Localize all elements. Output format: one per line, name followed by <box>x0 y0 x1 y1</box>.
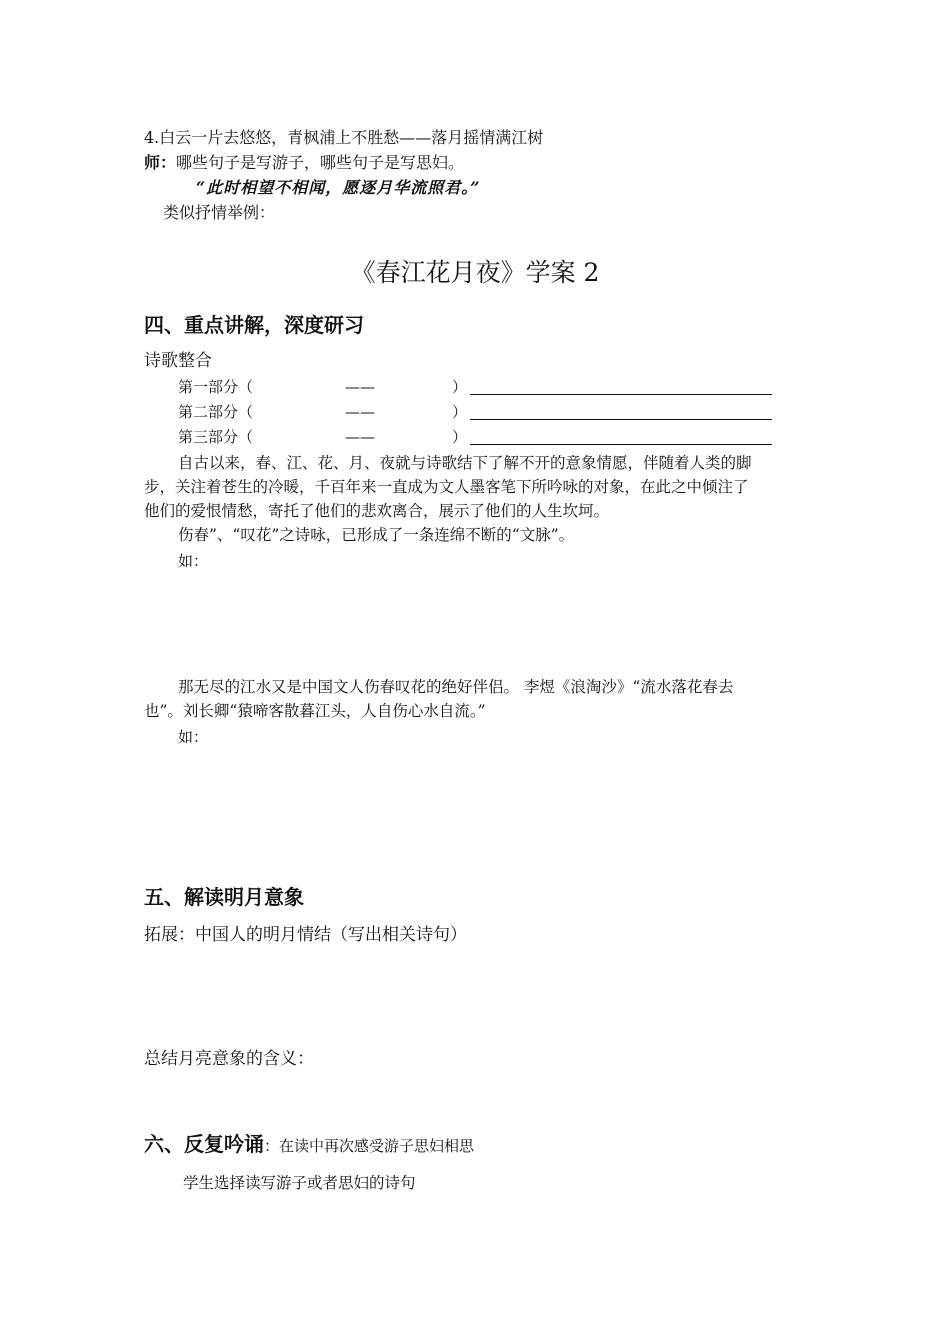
document-title: 《春江花月夜》学案 2 <box>350 258 600 287</box>
summary-prompt: 总结月亮意象的含义： <box>144 1049 314 1069</box>
part-dash: —— <box>345 403 375 421</box>
paragraph-2: 伤春”、“叹花”之诗咏，已形成了一条连绵不断的“文脉”。 <box>178 526 575 544</box>
section-4-heading: 四、重点讲解，深度研习 <box>144 313 364 337</box>
paragraph-1-line-3: 他们的爱恨情愁，寄托了他们的悲欢离合，展示了他们的人生坎坷。 <box>144 502 610 520</box>
part-close: ） <box>452 378 468 396</box>
teacher-label: 师： <box>144 153 177 172</box>
part-dash: —— <box>345 378 375 396</box>
paragraph-1-line-1: 自古以来，春、江、花、月、夜就与诗歌结下了解不开的意象情愿，伴随着人类的脚 <box>178 454 752 472</box>
part-label: 第三部分（ <box>178 428 254 446</box>
part-answer-blank[interactable] <box>470 404 772 420</box>
section-6-heading <box>144 1133 474 1157</box>
part-row-1 <box>178 376 468 398</box>
section-6-task: 学生选择读写游子或者思妇的诗句 <box>183 1174 416 1192</box>
part-row-3 <box>178 426 468 448</box>
example-label-2: 如： <box>178 728 209 746</box>
teacher-question <box>144 152 464 174</box>
paragraph-3-line-1: 那无尽的江水又是中国文人伤春叹花的绝好伴侣。 李煜《浪淘沙》“流水落花春去 <box>178 678 734 696</box>
expand-prompt: 拓展：中国人的明月情结（写出相关诗句） <box>144 925 467 945</box>
poem-line-4: 4.白云一片去悠悠，青枫浦上不胜愁——落月摇情满江树 <box>144 128 544 147</box>
part-dash: —— <box>345 428 375 446</box>
teacher-question-text: 哪些句子是写游子，哪些句子是写思妇。 <box>176 153 465 172</box>
paragraph-3-line-2: 也”。刘长卿“猿啼客散暮江头，人自伤心水自流。” <box>144 702 486 720</box>
part-close: ） <box>452 403 468 421</box>
section-6-title: 六、反复吟诵 <box>144 1132 264 1156</box>
paragraph-1-line-2: 步，关注着苍生的冷暖，千百年来一直成为文人墨客笔下所吟咏的对象，在此之中倾注了 <box>144 478 749 496</box>
similar-examples-label: 类似抒情举例： <box>163 203 276 222</box>
part-answer-blank[interactable] <box>470 379 772 395</box>
part-row-2 <box>178 401 468 423</box>
highlight-quote: “此时相望不相闻，愿逐月华流照君。” <box>196 178 481 197</box>
part-label: 第一部分（ <box>178 378 254 396</box>
part-label: 第二部分（ <box>178 403 254 421</box>
part-close: ） <box>452 428 468 446</box>
section-6-subtitle: ：在读中再次感受游子思妇相思 <box>264 1137 475 1155</box>
section-5-heading: 五、解读明月意象 <box>144 885 304 909</box>
example-label-1: 如： <box>178 552 209 570</box>
poem-integration-label: 诗歌整合 <box>144 351 212 371</box>
part-answer-blank[interactable] <box>470 429 772 445</box>
